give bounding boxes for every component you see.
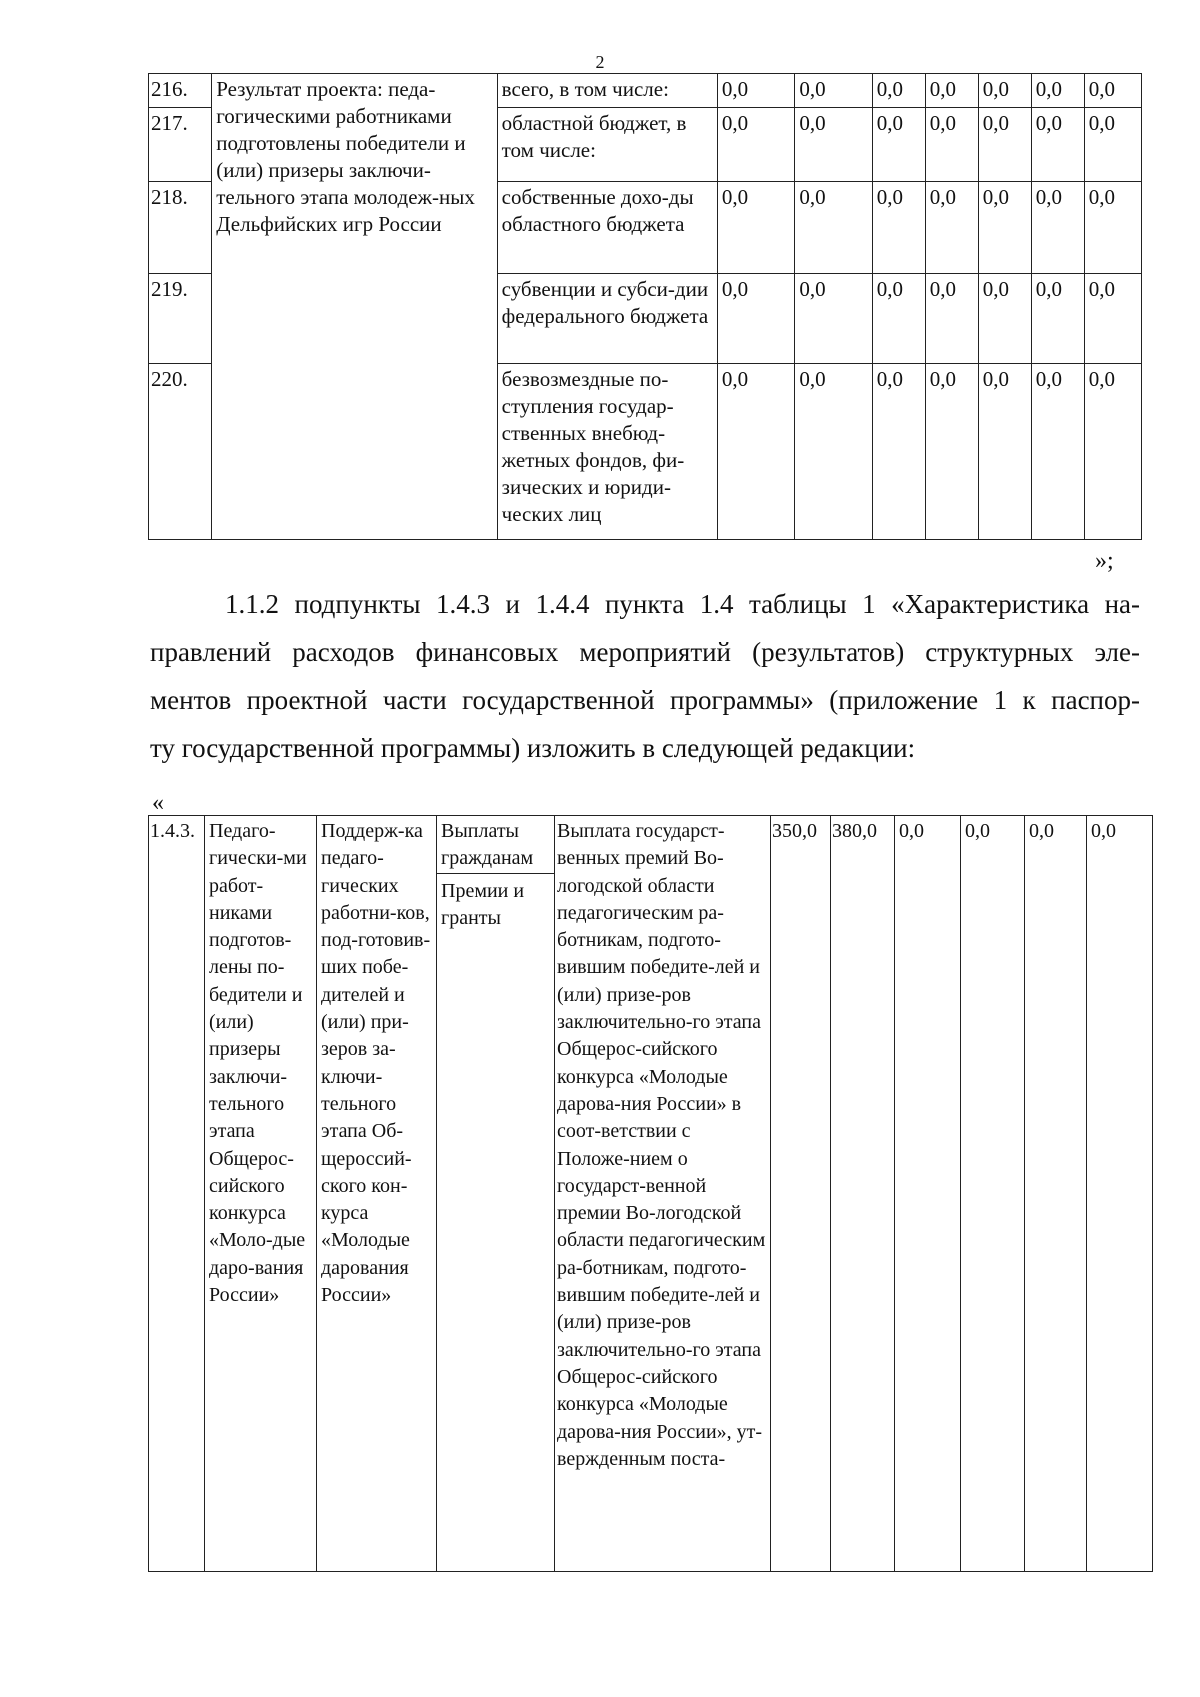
value-cell: 0,0 — [872, 108, 925, 182]
value-cell: 0,0 — [925, 74, 978, 108]
page-number: 2 — [595, 52, 605, 72]
value-cell: 0,0 — [895, 816, 961, 1572]
value-cell: 0,0 — [717, 74, 794, 108]
value-cell: 0,0 — [978, 274, 1031, 364]
paragraph-line: ту государственной программы) изложить в следующей редакции: — [150, 733, 916, 763]
value-cell: 0,0 — [978, 74, 1031, 108]
value-cell: 0,0 — [795, 364, 872, 540]
value-cell: 0,0 — [978, 364, 1031, 540]
funding-source: безвозмездные по-ступления государ-ственных внебюд-жетных фондов, фи-зических и юриди-ческих лиц — [497, 364, 717, 540]
funding-source: субвенции и субси-дии федерального бюджета — [497, 274, 717, 364]
value-cell: 0,0 — [717, 182, 794, 274]
result-funding-table — [148, 73, 1142, 540]
value-cell: 0,0 — [978, 182, 1031, 274]
value-cell: 0,0 — [1084, 108, 1141, 182]
funding-source: всего, в том числе: — [497, 74, 717, 108]
value-cell: 0,0 — [925, 108, 978, 182]
value-cell: 0,0 — [717, 364, 794, 540]
value-cell: 0,0 — [1031, 74, 1084, 108]
table-row — [149, 816, 1153, 1572]
table-row — [149, 74, 1142, 108]
amendment-paragraph — [150, 580, 1140, 772]
value-cell: 0,0 — [961, 816, 1025, 1572]
value-cell: 0,0 — [872, 74, 925, 108]
description-cell: Выплата государст-венных премий Во-логодской области педагогическим ра-ботникам, подгото-вившим победите-лей и (или) призе-ров заключительно-го этапа Общерос-сийского конкурса «Молодые дарова-ния России» в соот-ветствии с Положе-нием о государст-венной премии Во-логодской области педагогическим ра-ботникам, подгото-вившим победите-лей и (или) призе-ров заключительно-го этапа Общерос-сийского конкурса «Молодые дарова-ния России», ут-вержденным поста- — [555, 816, 771, 1572]
payment-type: Выплаты гражданам — [437, 818, 554, 874]
value-cell: 0,0 — [1084, 182, 1141, 274]
value-cell: 0,0 — [872, 182, 925, 274]
payment-type-cell — [437, 816, 555, 1572]
value-cell: 350,0 — [771, 816, 831, 1572]
closing-quote: »; — [1095, 548, 1114, 574]
row-number: 1.4.3. — [149, 816, 205, 1572]
result-cell: Педаго-гически-ми работ-никами подготов-лены по-бедители и (или) призеры заключи-тельного этапа Общерос-сийского конкурса «Моло-дые даро-вания России» — [205, 816, 317, 1572]
value-cell: 380,0 — [831, 816, 895, 1572]
funding-source: областной бюджет, в том числе: — [497, 108, 717, 182]
value-cell: 0,0 — [795, 274, 872, 364]
measure-cell: Поддерж-ка педаго-гических работни-ков, под-готовив-ших побе-дителей и (или) при-зеров за-ключи-тельного этапа Об-щероссий-ского кон-курса «Молодые дарования России» — [317, 816, 437, 1572]
value-cell: 0,0 — [925, 364, 978, 540]
value-cell: 0,0 — [978, 108, 1031, 182]
value-cell: 0,0 — [795, 74, 872, 108]
value-cell: 0,0 — [717, 274, 794, 364]
value-cell: 0,0 — [872, 274, 925, 364]
value-cell: 0,0 — [795, 108, 872, 182]
row-number: 220. — [149, 364, 212, 540]
paragraph-line: 1.1.2 подпункты 1.4.3 и 1.4.4 пункта 1.4 таблицы 1 «Характеристика на- — [225, 589, 1140, 619]
value-cell: 0,0 — [795, 182, 872, 274]
value-cell: 0,0 — [1084, 274, 1141, 364]
merged-result-cell: Результат проекта: педа-гогическими работниками подготовлены победители и (или) призеры заключи-тельного этапа молодеж-ных Дельфийских игр России — [212, 74, 497, 540]
value-cell: 0,0 — [1031, 108, 1084, 182]
value-cell: 0,0 — [1031, 364, 1084, 540]
row-number: 217. — [149, 108, 212, 182]
funding-source: собственные дохо-ды областного бюджета — [497, 182, 717, 274]
value-cell: 0,0 — [872, 364, 925, 540]
paragraph-line: ментов проектной части государственной программы» (приложение 1 к паспор- — [150, 685, 1140, 715]
opening-quote: « — [152, 790, 164, 816]
value-cell: 0,0 — [1031, 274, 1084, 364]
value-cell: 0,0 — [1025, 816, 1087, 1572]
value-cell: 0,0 — [925, 274, 978, 364]
value-cell: 0,0 — [1084, 74, 1141, 108]
value-cell: 0,0 — [1031, 182, 1084, 274]
value-cell: 0,0 — [1087, 816, 1153, 1572]
row-number: 216. — [149, 74, 212, 108]
value-cell: 0,0 — [1084, 364, 1141, 540]
row-number: 218. — [149, 182, 212, 274]
expenditure-table — [148, 815, 1153, 1572]
payment-subtype: Премии и гранты — [441, 879, 525, 929]
value-cell: 0,0 — [925, 182, 978, 274]
value-cell: 0,0 — [717, 108, 794, 182]
row-number: 219. — [149, 274, 212, 364]
paragraph-line: правлений расходов финансовых мероприятий (результатов) структурных эле- — [150, 637, 1140, 667]
